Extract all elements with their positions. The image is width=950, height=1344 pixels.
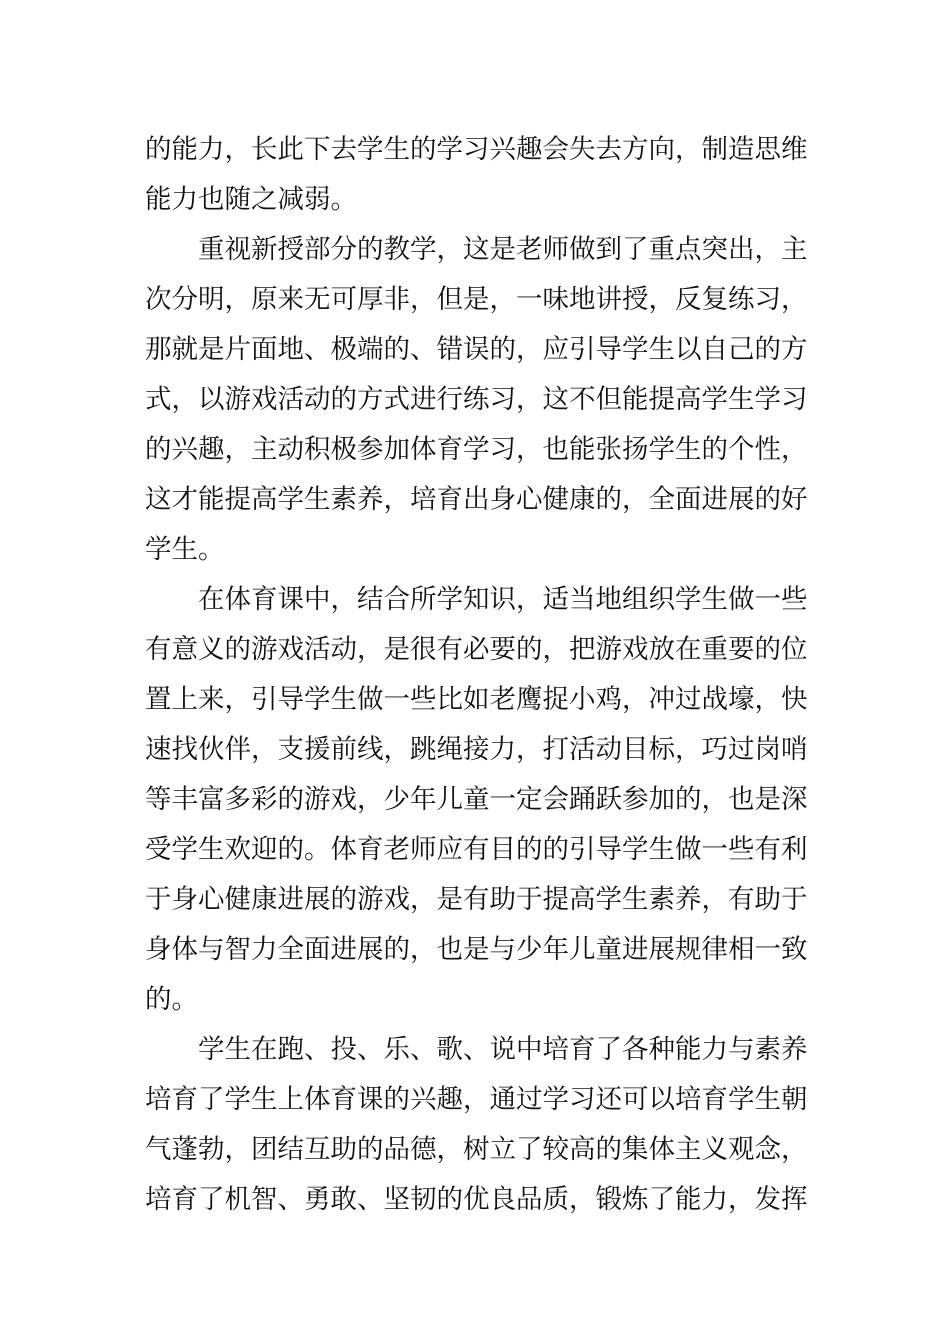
paragraph-4-line-4: 培育了机智、勇敢、坚韧的优良品质，锻炼了能力，发挥: [145, 1184, 808, 1215]
paragraph-2-line-2: 次分明，原来无可厚非，但是，一味地讲授，反复练习，: [145, 284, 808, 315]
paragraph-3-line-8: 身体与智力全面进展的，也是与少年儿童进展规律相一致: [145, 934, 808, 965]
paragraph-3-line-6: 受学生欢迎的。体育老师应有目的的引导学生做一些有利: [145, 834, 808, 865]
paragraph-4-line-2: 培育了学生上体育课的兴趣，通过学习还可以培育学生朝: [145, 1084, 808, 1115]
paragraph-3-line-5: 等丰富多彩的游戏，少年儿童一定会踊跃参加的，也是深: [145, 784, 808, 815]
paragraph-4-line-3: 气蓬勃，团结互助的品德，树立了较高的集体主义观念，: [145, 1134, 808, 1165]
paragraph-1-line-1: 的能力，长此下去学生的学习兴趣会失去方向，制造思维: [145, 134, 808, 165]
paragraph-3-line-9: 的。: [145, 984, 198, 1015]
paragraph-2-line-5: 的兴趣，主动积极参加体育学习，也能张扬学生的个性，: [145, 434, 808, 465]
paragraph-4-line-1: 学生在跑、投、乐、歌、说中培育了各种能力与素养: [198, 1034, 808, 1065]
paragraph-3-line-2: 有意义的游戏活动，是很有必要的，把游戏放在重要的位: [145, 634, 808, 665]
paragraph-2-line-6: 这才能提高学生素养，培育出身心健康的，全面进展的好: [145, 484, 808, 515]
paragraph-2-line-3: 那就是片面地、极端的、错误的，应引导学生以自己的方: [145, 334, 808, 365]
paragraph-3-line-1: 在体育课中，结合所学知识，适当地组织学生做一些: [198, 584, 808, 615]
paragraph-3-line-7: 于身心健康进展的游戏，是有助于提高学生素养，有助于: [145, 884, 808, 915]
paragraph-3-line-3: 置上来，引导学生做一些比如老鹰捉小鸡，冲过战壕，快: [145, 684, 808, 715]
paragraph-3-line-4: 速找伙伴，支援前线，跳绳接力，打活动目标，巧过岗哨: [145, 734, 808, 765]
paragraph-2-line-7: 学生。: [145, 534, 225, 565]
paragraph-1-line-2: 能力也随之减弱。: [145, 184, 357, 215]
paragraph-2-line-1: 重视新授部分的教学，这是老师做到了重点突出，主: [198, 234, 808, 265]
paragraph-2-line-4: 式，以游戏活动的方式进行练习，这不但能提高学生学习: [145, 384, 808, 415]
